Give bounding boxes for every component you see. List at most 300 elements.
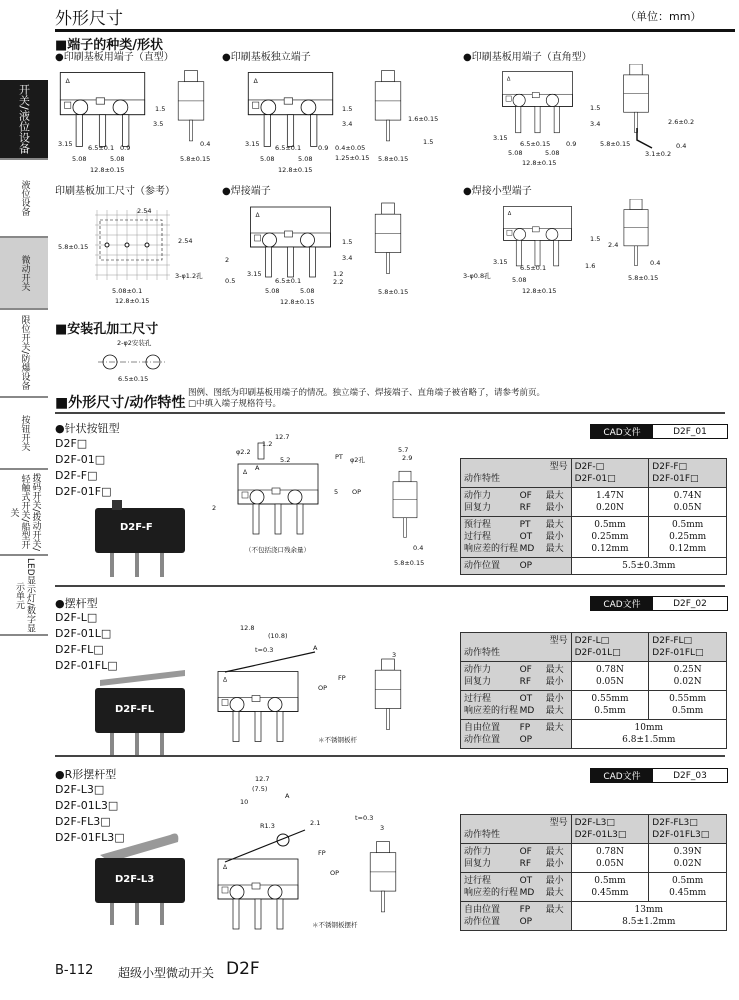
characteristic-limit: 最小 bbox=[545, 503, 564, 513]
dimension-label: 3.4 bbox=[342, 120, 353, 128]
characteristic-code: OF bbox=[519, 847, 532, 857]
switch-outline bbox=[238, 464, 318, 534]
dimension-label: 1.5 bbox=[342, 238, 353, 246]
dimension-label: 2.6±0.2 bbox=[668, 118, 695, 126]
dimension-label: 2.2 bbox=[333, 278, 344, 286]
dimension-label: t=0.3 bbox=[355, 814, 374, 822]
dimension-label: 0.9 bbox=[318, 144, 329, 152]
dimension-label: ＊不锈钢板杆 bbox=[318, 736, 357, 744]
dimension-label: 5.08 bbox=[508, 149, 523, 157]
page-number: B-112 bbox=[55, 963, 94, 978]
characteristic-row bbox=[464, 887, 568, 899]
drawing-r-lever bbox=[218, 775, 396, 929]
value: 0.5mm bbox=[594, 520, 626, 530]
dimension-label: 1.5 bbox=[590, 104, 601, 112]
switch-outline bbox=[370, 842, 396, 912]
dimension-label: 5.08 bbox=[298, 155, 313, 163]
value-cell bbox=[571, 558, 726, 575]
drawing-lever bbox=[218, 624, 401, 744]
characteristic-label-cell bbox=[461, 488, 572, 517]
characteristic-code: RF bbox=[519, 503, 532, 513]
switch-outline bbox=[624, 64, 649, 132]
dimension-label: 2.9 bbox=[402, 454, 413, 462]
product-type-r-lever: ●R形摆杆型 bbox=[55, 768, 117, 781]
characteristic-code: OF bbox=[519, 491, 532, 501]
model-item: D2F-L3□ bbox=[55, 783, 105, 796]
dimension-label: 2.1 bbox=[310, 819, 321, 827]
model-header: 型号 bbox=[549, 462, 568, 472]
characteristic-name: 动作位置 bbox=[464, 917, 501, 927]
switch-outline bbox=[218, 672, 298, 742]
value-cell bbox=[571, 662, 649, 691]
characteristics-heading: ■外形尺寸/动作特性 bbox=[55, 395, 186, 411]
characteristic-limit: 最大 bbox=[545, 665, 564, 675]
characteristic-code: RF bbox=[519, 677, 532, 687]
characteristic-row bbox=[464, 916, 568, 928]
value: 0.5mm bbox=[594, 706, 626, 716]
characteristic-row bbox=[464, 846, 568, 858]
spec-table-grid bbox=[460, 814, 727, 931]
dimension-label: D2F-FL bbox=[115, 704, 155, 715]
dimension-label: 6.5±0.1 bbox=[520, 264, 547, 272]
characteristic-limit: 最小 bbox=[545, 677, 564, 687]
characteristic-limit: 最大 bbox=[545, 491, 564, 501]
characteristic-limit: 最大 bbox=[545, 520, 564, 530]
model-header: 型号 bbox=[549, 818, 568, 828]
characteristic-name: 自由位置 bbox=[464, 905, 501, 915]
dimension-label: OP bbox=[330, 869, 340, 877]
value: 0.12mm bbox=[591, 544, 629, 554]
dimension-label: 12.7 bbox=[275, 433, 290, 441]
characteristic-row bbox=[464, 560, 568, 572]
value: 0.05N bbox=[595, 859, 624, 869]
characteristic-code: OP bbox=[519, 735, 533, 745]
characteristic-header: 动作特性 bbox=[464, 474, 501, 484]
dimension-label: 12.7 bbox=[255, 775, 270, 783]
model-name: D2F-FL□ bbox=[652, 636, 693, 646]
value: 0.12mm bbox=[669, 544, 707, 554]
characteristic-code: OT bbox=[519, 694, 533, 704]
dimension-label: φ2孔 bbox=[350, 456, 365, 464]
model-item: D2F□ bbox=[55, 437, 88, 450]
label-right-angle: ●印刷基板用端子（直角型） bbox=[463, 52, 592, 63]
characteristic-code: FP bbox=[519, 905, 531, 915]
dimension-label: 5.7 bbox=[398, 446, 409, 454]
label-independent: ●印刷基板独立端子 bbox=[222, 52, 311, 63]
dimension-label: D2F-L3 bbox=[115, 874, 155, 885]
dimension-label: OP bbox=[318, 684, 328, 692]
product-type-pin-plunger: ●针状按钮型 bbox=[55, 422, 120, 435]
model-name: D2F-01FL□ bbox=[652, 648, 704, 658]
dimension-label: 1.6±0.15 bbox=[408, 115, 439, 123]
switch-outline bbox=[248, 73, 332, 147]
characteristic-label-cell bbox=[461, 873, 572, 902]
characteristic-limit: 最大 bbox=[545, 706, 564, 716]
value-cell bbox=[571, 691, 649, 720]
dimension-label: 1.5 bbox=[590, 235, 601, 243]
dimension-label: 5.2 bbox=[280, 456, 291, 464]
note-line-1: 图例、图纸为印刷基板用端子的情况。独立端子、焊接端子、直角端子被省略了，请参考前页。 bbox=[188, 388, 546, 398]
cad-label: CAD文件 bbox=[591, 597, 653, 610]
characteristic-row bbox=[464, 858, 568, 870]
value: 0.02N bbox=[673, 859, 702, 869]
characteristic-row bbox=[464, 875, 568, 887]
characteristic-code: OF bbox=[519, 665, 532, 675]
value: 6.8±1.5mm bbox=[622, 735, 676, 745]
switch-outline bbox=[60, 73, 144, 147]
characteristic-limit: 最小 bbox=[545, 694, 564, 704]
dimension-label: 1.25±0.15 bbox=[335, 154, 370, 162]
dimension-label: 1.5 bbox=[155, 105, 166, 113]
characteristic-row bbox=[464, 676, 568, 688]
value-cell bbox=[649, 662, 727, 691]
value: 0.25mm bbox=[669, 532, 707, 542]
model-name: D2F-01L3□ bbox=[574, 830, 627, 840]
characteristic-row bbox=[464, 519, 568, 531]
drawing-pin-plunger bbox=[212, 433, 424, 567]
model-list bbox=[55, 436, 111, 500]
dimension-label: φ2.2 bbox=[236, 448, 251, 456]
dimension-label: 5.08 bbox=[265, 287, 280, 295]
dimension-label: 2-φ2安装孔 bbox=[117, 339, 152, 347]
model-column-header bbox=[571, 815, 649, 844]
dimension-label: 5.8±0.15 bbox=[180, 155, 211, 163]
characteristic-name: 过行程 bbox=[464, 532, 492, 542]
characteristic-row bbox=[464, 531, 568, 543]
characteristic-limit: 最小 bbox=[545, 876, 564, 886]
product-photo-d2f-f bbox=[95, 500, 185, 577]
value: 1.47N bbox=[595, 491, 624, 501]
characteristic-header: 动作特性 bbox=[464, 830, 501, 840]
model-item: D2F-01FL□ bbox=[55, 659, 118, 672]
characteristic-label-cell bbox=[461, 517, 572, 558]
terminals-heading: ■端子的种类/形状 bbox=[55, 38, 164, 53]
characteristic-code: MD bbox=[519, 888, 535, 898]
dimension-label: 0.4 bbox=[676, 142, 687, 150]
characteristic-limit bbox=[546, 916, 568, 928]
cad-file-link[interactable] bbox=[590, 596, 728, 611]
dimension-label: 3.15 bbox=[493, 258, 508, 266]
characteristic-name: 自由位置 bbox=[464, 723, 501, 733]
section-rule bbox=[55, 585, 725, 587]
dimension-label: （不包括浇口残余量） bbox=[245, 546, 310, 554]
dimension-label: 5.8±0.15 bbox=[378, 288, 409, 296]
value: 0.25N bbox=[673, 665, 702, 675]
drawing-small-solder bbox=[463, 199, 660, 295]
model-item: D2F-L□ bbox=[55, 611, 98, 624]
dimension-label: 0.4 bbox=[413, 544, 424, 552]
dimension-label: 5.08 bbox=[300, 287, 315, 295]
characteristic-limit: 最大 bbox=[545, 847, 564, 857]
value: 0.02N bbox=[673, 677, 702, 687]
characteristic-row bbox=[464, 722, 568, 734]
dimension-label: (7.5) bbox=[252, 785, 268, 793]
value: 0.39N bbox=[673, 847, 702, 857]
dimension-label: t=0.3 bbox=[255, 646, 274, 654]
section-rule bbox=[55, 412, 725, 414]
characteristic-name: 预行程 bbox=[464, 520, 492, 530]
sidebar-item-micro-switches[interactable]: 微动开关 bbox=[0, 238, 48, 310]
characteristic-limit: 最小 bbox=[545, 859, 564, 869]
characteristic-row bbox=[464, 734, 568, 746]
dimension-label: 3.15 bbox=[247, 270, 262, 278]
model-item: D2F-FL□ bbox=[55, 643, 104, 656]
characteristic-label-cell bbox=[461, 902, 572, 931]
dimension-label: (10.8) bbox=[268, 632, 288, 640]
characteristic-row bbox=[464, 502, 568, 514]
drawing-independent bbox=[245, 71, 438, 175]
model-name: D2F-01FL3□ bbox=[652, 830, 710, 840]
dimension-label: 12.8±0.15 bbox=[90, 166, 125, 174]
value: 0.5mm bbox=[594, 876, 626, 886]
value-cell bbox=[571, 720, 726, 749]
characteristic-limit: 最大 bbox=[545, 723, 564, 733]
characteristic-code: OP bbox=[519, 917, 533, 927]
dimension-label: 3.1±0.2 bbox=[645, 150, 672, 158]
model-item: D2F-01FL3□ bbox=[55, 831, 125, 844]
value-cell bbox=[571, 844, 649, 873]
characteristic-code: FP bbox=[519, 723, 531, 733]
model-name: D2F-L□ bbox=[574, 636, 610, 646]
header-cell bbox=[461, 633, 572, 662]
dimension-label: D2F-F bbox=[120, 522, 153, 533]
model-name: D2F-01□ bbox=[574, 474, 616, 484]
model-list bbox=[55, 610, 118, 674]
characteristic-code: OT bbox=[519, 876, 533, 886]
product-type-lever: ●摆杆型 bbox=[55, 597, 98, 610]
footer-title: 超级小型微动开关 bbox=[118, 966, 215, 980]
value: 0.45mm bbox=[591, 888, 629, 898]
switch-outline bbox=[393, 471, 417, 537]
characteristic-row bbox=[464, 490, 568, 502]
dimension-label: 3.15 bbox=[245, 140, 260, 148]
characteristic-name: 动作力 bbox=[464, 665, 492, 675]
dimension-label: OP bbox=[352, 488, 362, 496]
value: 5.5±0.3mm bbox=[622, 561, 676, 571]
value: 0.20N bbox=[595, 503, 624, 513]
value: 0.55mm bbox=[591, 694, 629, 704]
product-photo-d2f-l3 bbox=[95, 834, 185, 925]
dimension-label: 1.2 bbox=[333, 270, 344, 278]
dimension-label: 12.8 bbox=[240, 624, 255, 632]
model-name: D2F-01L□ bbox=[574, 648, 621, 658]
model-list bbox=[55, 782, 125, 846]
dimension-label: FP bbox=[338, 674, 346, 682]
dimension-label: 2 bbox=[225, 256, 230, 264]
dimension-label: 5.8±0.15 bbox=[600, 140, 631, 148]
value: 13mm bbox=[634, 905, 664, 915]
switch-outline bbox=[251, 207, 331, 277]
model-column-header bbox=[649, 815, 727, 844]
dimension-label: 5.08 bbox=[545, 149, 560, 157]
cad-file-name: D2F_02 bbox=[673, 598, 707, 609]
dimension-label: 5.08 bbox=[260, 155, 275, 163]
characteristic-limit: 最大 bbox=[545, 905, 564, 915]
switch-outline bbox=[624, 199, 648, 265]
characteristic-limit: 最小 bbox=[545, 532, 564, 542]
value: 0.5mm bbox=[671, 876, 704, 886]
switch-outline bbox=[375, 659, 401, 729]
characteristic-code: MD bbox=[519, 544, 535, 554]
cad-file-link[interactable] bbox=[590, 424, 728, 439]
dimension-label: 1.2 bbox=[262, 440, 273, 448]
sidebar-item-limit-switches[interactable]: 限位开关/防爆设备 bbox=[0, 310, 48, 398]
dimension-label: 5.08±0.1 bbox=[112, 287, 143, 295]
label-solder: ●焊接端子 bbox=[222, 186, 271, 197]
dimension-label: 3.15 bbox=[493, 134, 508, 142]
dimension-label: 6.5±0.15 bbox=[520, 140, 551, 148]
characteristic-limit: 最大 bbox=[545, 888, 564, 898]
value-cell bbox=[571, 902, 726, 931]
dimension-label: 12.8±0.15 bbox=[278, 166, 313, 174]
drawing-mount-holes bbox=[98, 338, 165, 383]
drawing-solder bbox=[225, 203, 408, 306]
cad-file-name: D2F_01 bbox=[673, 426, 707, 437]
characteristic-name: 回复力 bbox=[464, 859, 492, 869]
dimension-label: 3-φ1.2孔 bbox=[175, 272, 203, 280]
characteristic-code: OP bbox=[519, 561, 533, 571]
dimension-label: 2.4 bbox=[608, 241, 619, 249]
characteristic-row bbox=[464, 904, 568, 916]
characteristic-row bbox=[464, 693, 568, 705]
model-column-header bbox=[571, 459, 649, 488]
spec-table bbox=[460, 632, 727, 749]
characteristic-name: 动作力 bbox=[464, 491, 492, 501]
value-cell bbox=[571, 873, 649, 902]
model-name: D2F-□ bbox=[574, 462, 605, 472]
model-header: 型号 bbox=[549, 636, 568, 646]
label-pcb-layout: 印刷基板加工尺寸（参考） bbox=[55, 186, 175, 197]
characteristic-name: 响应差的行程 bbox=[464, 888, 519, 898]
sidebar-item-level-devices[interactable]: 液位设备 bbox=[0, 160, 48, 238]
dimension-label: 3-φ0.8孔 bbox=[463, 272, 491, 280]
sidebar-item-switches-level[interactable]: 开关/液位设备 bbox=[0, 80, 48, 160]
label-pcb-straight: ●印刷基板用端子（直型） bbox=[55, 52, 174, 63]
drawing-pcb-layout bbox=[58, 207, 203, 305]
cad-file-link[interactable] bbox=[590, 768, 728, 783]
product-photo-d2f-fl bbox=[95, 670, 185, 755]
page-title: 外形尺寸 bbox=[55, 9, 123, 29]
header-cell bbox=[461, 815, 572, 844]
model-item: D2F-F□ bbox=[55, 469, 98, 482]
dimension-label: 3 bbox=[392, 651, 397, 659]
characteristic-limit: 最大 bbox=[545, 544, 564, 554]
unit-label: （单位：mm） bbox=[625, 10, 702, 23]
value-cell bbox=[571, 488, 649, 517]
characteristic-label-cell bbox=[461, 720, 572, 749]
label-small-solder: ●焊接小型端子 bbox=[463, 186, 532, 197]
characteristic-name: 过行程 bbox=[464, 694, 492, 704]
characteristic-label-cell bbox=[461, 844, 572, 873]
dimension-label: 12.8±0.15 bbox=[115, 297, 150, 305]
characteristic-label-cell bbox=[461, 558, 572, 575]
dimension-label: 5.8±0.15 bbox=[394, 559, 425, 567]
dimension-label: 3.15 bbox=[58, 140, 73, 148]
model-item: D2F-01F□ bbox=[55, 485, 112, 498]
dimension-label: 5 bbox=[334, 488, 339, 496]
model-column-header bbox=[649, 633, 727, 662]
model-column-header bbox=[571, 633, 649, 662]
value: 10mm bbox=[634, 723, 664, 733]
value-cell bbox=[649, 517, 727, 558]
value: 0.05N bbox=[595, 677, 624, 687]
characteristic-label-cell bbox=[461, 662, 572, 691]
switch-outline bbox=[503, 72, 573, 133]
characteristic-header: 动作特性 bbox=[464, 648, 501, 658]
model-item: D2F-FL3□ bbox=[55, 815, 111, 828]
cad-label: CAD文件 bbox=[591, 769, 653, 782]
dimension-label: 5.8±0.15 bbox=[58, 243, 89, 251]
value: 0.5mm bbox=[671, 706, 704, 716]
dimension-label: 5.8±0.15 bbox=[628, 274, 659, 282]
mounting-heading: ■安装孔加工尺寸 bbox=[55, 322, 159, 337]
dimension-label: 2.54 bbox=[178, 237, 193, 245]
value: 0.55mm bbox=[669, 694, 707, 704]
dimension-label: A bbox=[255, 464, 260, 472]
dimension-label: 5.08 bbox=[110, 155, 125, 163]
dimension-label: 5.08 bbox=[72, 155, 87, 163]
model-name: D2F-01F□ bbox=[652, 474, 699, 484]
sidebar-item-led[interactable]: LED显示灯/数字显示单元 bbox=[0, 556, 48, 636]
note-line-2: □中填入端子规格符号。 bbox=[188, 399, 282, 409]
characteristic-name: 响应差的行程 bbox=[464, 706, 519, 716]
dimension-label: 0.4 bbox=[200, 140, 211, 148]
section-rule bbox=[55, 755, 725, 757]
dimension-label: 3 bbox=[380, 824, 385, 832]
dimension-label: 0.4±0.05 bbox=[335, 144, 366, 152]
model-item: D2F-01□ bbox=[55, 453, 106, 466]
cad-label: CAD文件 bbox=[591, 425, 653, 438]
model-name: D2F-L3□ bbox=[574, 818, 615, 828]
sidebar-item-dip-switches[interactable]: 拨码开关/拨动开关/轻触式开关/船型开关 bbox=[0, 470, 48, 556]
switch-outline bbox=[375, 203, 401, 273]
value-cell bbox=[649, 691, 727, 720]
dimension-label: 12.8±0.15 bbox=[522, 159, 557, 167]
spec-table-grid bbox=[460, 632, 727, 749]
characteristic-name: 过行程 bbox=[464, 876, 492, 886]
dimension-label: 1.6 bbox=[585, 262, 596, 270]
cad-file-name: D2F_03 bbox=[673, 770, 707, 781]
model-name: D2F-FL3□ bbox=[652, 818, 698, 828]
characteristic-name: 回复力 bbox=[464, 677, 492, 687]
drawing-pcb-straight bbox=[58, 71, 210, 175]
sidebar-item-pushbutton[interactable]: 按钮开关 bbox=[0, 398, 48, 470]
dimension-label: 0.9 bbox=[120, 144, 131, 152]
value: 8.5±1.2mm bbox=[622, 917, 676, 927]
characteristic-code: OT bbox=[519, 532, 533, 542]
value-cell bbox=[571, 517, 649, 558]
dimension-label: 6.5±0.15 bbox=[118, 375, 149, 383]
characteristic-name: 动作位置 bbox=[464, 735, 501, 745]
header-cell bbox=[461, 459, 572, 488]
dimension-label: 0.4 bbox=[650, 259, 661, 267]
value: 0.78N bbox=[595, 665, 624, 675]
spec-table bbox=[460, 458, 727, 575]
dimension-label: 5.8±0.15 bbox=[378, 155, 409, 163]
dimension-label: 1.5 bbox=[423, 138, 434, 146]
characteristic-name: 响应差的行程 bbox=[464, 544, 519, 554]
characteristic-row bbox=[464, 543, 568, 555]
characteristic-code: PT bbox=[519, 520, 531, 530]
value-cell bbox=[649, 873, 727, 902]
dimension-label: 6.5±0.1 bbox=[275, 277, 302, 285]
characteristic-label-cell bbox=[461, 691, 572, 720]
value-cell bbox=[649, 488, 727, 517]
switch-outline bbox=[504, 206, 572, 266]
value: 0.74N bbox=[673, 491, 702, 501]
characteristic-name: 动作力 bbox=[464, 847, 492, 857]
drawing-right-angle bbox=[493, 64, 694, 167]
